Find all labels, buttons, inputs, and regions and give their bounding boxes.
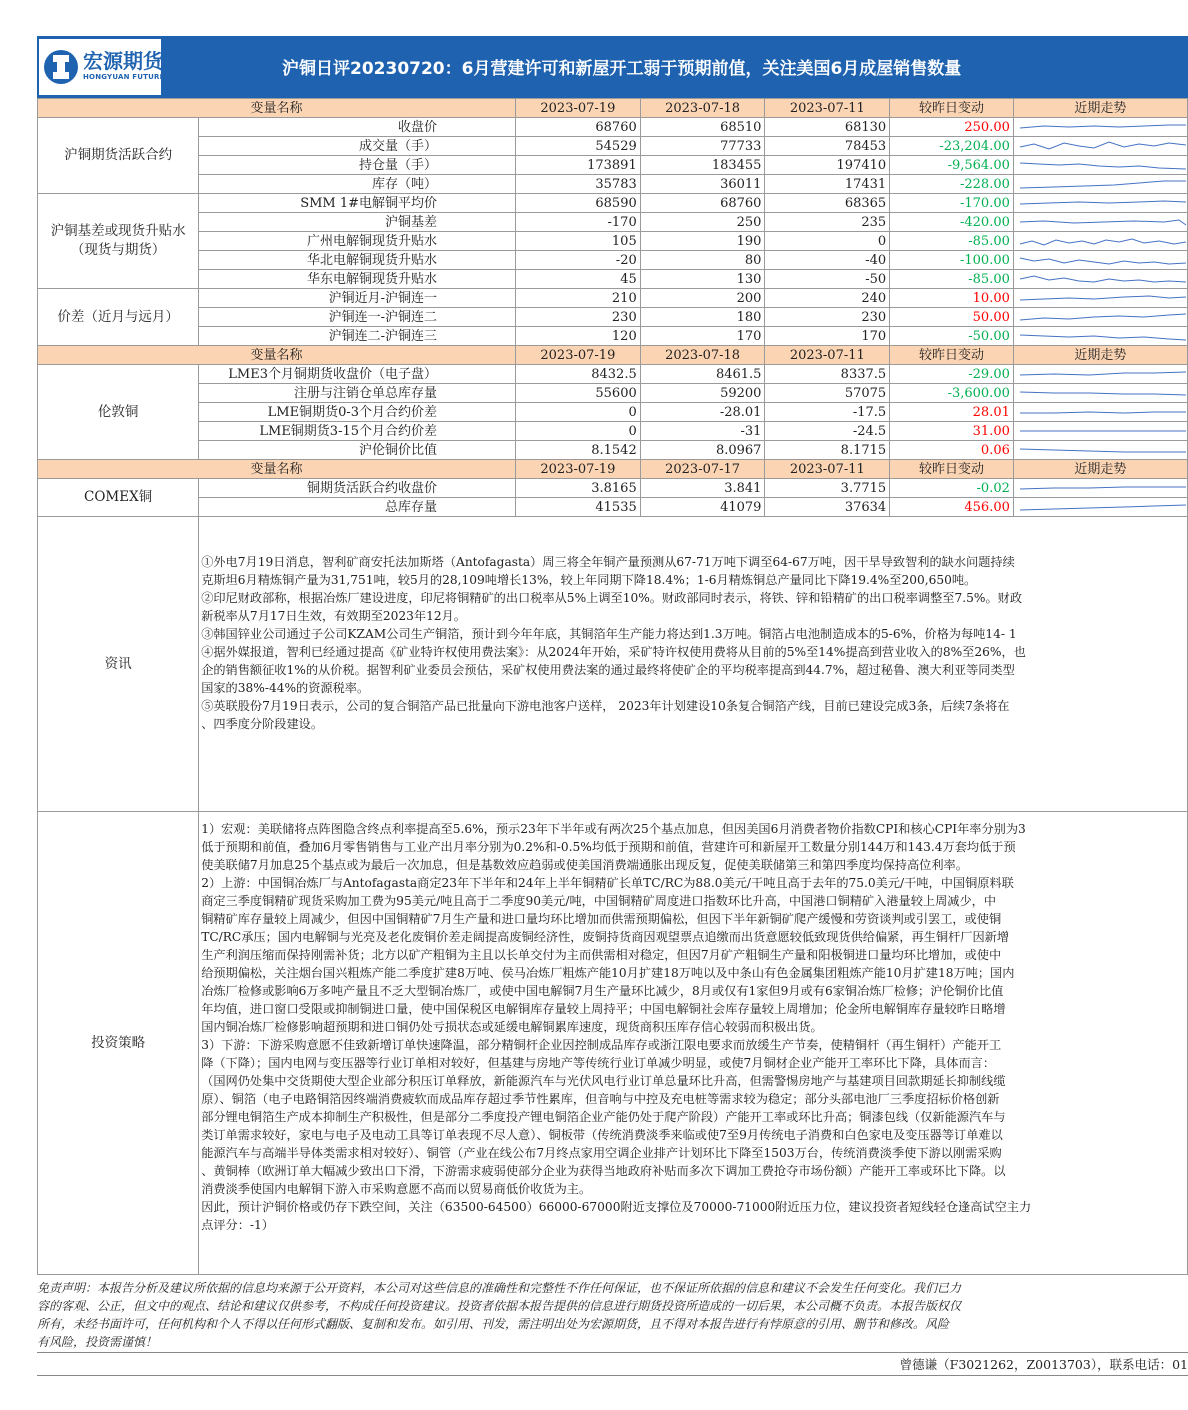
row-name: LME铜期货3-15个月合约价差 bbox=[199, 422, 516, 441]
value-d2: 80 bbox=[640, 251, 765, 270]
value-d2: 183455 bbox=[640, 156, 765, 175]
value-d3: -17.5 bbox=[765, 403, 890, 422]
strategy-line: 点评分：-1） bbox=[201, 1218, 274, 1232]
value-d3: 3.7715 bbox=[765, 479, 890, 498]
news-row bbox=[38, 517, 1188, 812]
value-d2: 200 bbox=[640, 289, 765, 308]
value-d2: 68510 bbox=[640, 118, 765, 137]
change-value: -420.00 bbox=[890, 213, 1014, 232]
header-trend: 近期走势 bbox=[1013, 99, 1187, 118]
change-value: 31.00 bbox=[890, 422, 1014, 441]
disclaimer-line: 容的客观、公正，但文中的观点、结论和建议仅供参考，不构成任何投资建议。投资者依据本报告提供的信息进行期货投资所造成的一切后果，本公司概不负责。本报告版权仅 bbox=[37, 1299, 962, 1313]
value-d3: 240 bbox=[765, 289, 890, 308]
strategy-line: 因此，预计沪铜价格或仍存下跌空间，关注（63500-64500）66000-67000附近支撑位及70000-71000附近压力位，建议投资者短线轻仓逢高试空主力 bbox=[201, 1200, 1032, 1214]
strategy-line: 生产利润压缩而保持刚需补货；北方以矿产粗铜为主且以长单交付为主而供需相对稳定，但因7月矿产粗铜生产量和阳极铜进口量均环比增加，或使中 bbox=[201, 948, 1002, 962]
change-value: -0.02 bbox=[890, 479, 1014, 498]
news-line: ⑤英联股份7月19日表示，公司的复合铜箔产品已批量向下游电池客户送样， 2023年计划建设10条复合铜箔产线，目前已建设完成3条，后续7条将在 bbox=[201, 699, 1010, 713]
change-value: -170.00 bbox=[890, 194, 1014, 213]
value-d1: -170 bbox=[516, 213, 641, 232]
trend-sparkline bbox=[1013, 384, 1187, 403]
change-value: 28.01 bbox=[890, 403, 1014, 422]
row-name: SMM 1#电解铜平均价 bbox=[199, 194, 516, 213]
strategy-label: 投资策略 bbox=[38, 812, 199, 1275]
trend-sparkline bbox=[1013, 251, 1187, 270]
strategy-row bbox=[38, 812, 1188, 1275]
row-name: 沪铜近月-沪铜连一 bbox=[199, 289, 516, 308]
trend-sparkline bbox=[1013, 289, 1187, 308]
value-d3: 68130 bbox=[765, 118, 890, 137]
strategy-line: 给预期偏松，关注烟台国兴粗炼产能二季度扩建8万吨、侯马冶炼厂粗炼产能10月扩建18万吨以及中条山有色金属集团粗炼产能10月扩建18万吨；国内 bbox=[201, 966, 1015, 980]
trend-sparkline bbox=[1013, 232, 1187, 251]
table1-header-row bbox=[38, 99, 1188, 118]
value-d3: -40 bbox=[765, 251, 890, 270]
value-d1: 68590 bbox=[516, 194, 641, 213]
strategy-line: 商定三季度铜精矿现货采购加工费为95美元/吨且高于二季度90美元/吨，中国铜精矿周度进口指数环比升高，中国港口铜精矿入港量较上周减少，中 bbox=[201, 894, 997, 908]
header-date-3: 2023-07-11 bbox=[765, 99, 890, 118]
table-row bbox=[38, 232, 1188, 251]
value-d3: 230 bbox=[765, 308, 890, 327]
news-label: 资讯 bbox=[38, 517, 199, 812]
disclaimer-line: 所有，未经书面许可，任何机构和个人不得以任何形式翻版、复制和发布。如引用、刊发，需注明出处为宏源期货，且不得对本报告进行有悖原意的引用、删节和修改。风险 bbox=[37, 1317, 950, 1331]
value-d2: 170 bbox=[640, 327, 765, 346]
strategy-line: 低于预期和前值，叠加6月零售销售与工业产出月率分别为0.2%和-0.5%均低于预期和前值，营建许可和新屋开工数量分别144万和143.4万套均低于预 bbox=[201, 840, 1016, 854]
footer bbox=[37, 1352, 1188, 1376]
row-name: 沪铜连一-沪铜连二 bbox=[199, 308, 516, 327]
market-data-table bbox=[37, 98, 1188, 1275]
change-value: -3,600.00 bbox=[890, 384, 1014, 403]
value-d3: 78453 bbox=[765, 137, 890, 156]
value-d3: 8.1715 bbox=[765, 441, 890, 460]
value-d3: 37634 bbox=[765, 498, 890, 517]
trend-sparkline bbox=[1013, 403, 1187, 422]
strategy-line: TC/RC承压；国内电解铜与光亮及老化废铜价差走阔提高废铜经济性，废铜持货商因观望票点追缴而出货意愿较低致现货供给偏紧，再生铜杆厂因新增 bbox=[201, 930, 1010, 944]
table-row bbox=[38, 479, 1188, 498]
header-date-2: 2023-07-18 bbox=[640, 99, 765, 118]
group-label-comex: COMEX铜 bbox=[38, 479, 199, 517]
header-variable-name: 变量名称 bbox=[38, 346, 516, 365]
table-row bbox=[38, 213, 1188, 232]
strategy-line: 消费淡季使国内电解铜下游入市采购意愿不高而以贸易商低价收货为主。 bbox=[201, 1182, 592, 1196]
header-date-2: 2023-07-18 bbox=[640, 346, 765, 365]
strategy-line: 年均值，进口窗口受限或抑制铜进口量，使中国保税区电解铜库存量较上周持平；中国电解铜社会库存量较上周增加；伦金所电解铜库存量较昨日略增 bbox=[201, 1002, 1006, 1016]
logo-english-name: HONGYUAN FUTURES bbox=[83, 73, 170, 81]
header-date-3: 2023-07-11 bbox=[765, 460, 890, 479]
logo bbox=[39, 39, 170, 95]
table-row bbox=[38, 194, 1188, 213]
news-line: ①外电7月19日消息，智利矿商安托法加斯塔（Antofagasta）周三将全年铜产量预测从67-71万吨下调至64-67万吨，因干旱导致智利的缺水问题持续 bbox=[201, 555, 1015, 569]
value-d2: -28.01 bbox=[640, 403, 765, 422]
value-d3: 197410 bbox=[765, 156, 890, 175]
change-value: -29.00 bbox=[890, 365, 1014, 384]
header-date-2: 2023-07-17 bbox=[640, 460, 765, 479]
row-name: 库存（吨） bbox=[199, 175, 516, 194]
header-date-1: 2023-07-19 bbox=[516, 99, 641, 118]
value-d3: 57075 bbox=[765, 384, 890, 403]
header-date-1: 2023-07-19 bbox=[516, 460, 641, 479]
table-row bbox=[38, 498, 1188, 517]
value-d1: 210 bbox=[516, 289, 641, 308]
trend-sparkline bbox=[1013, 175, 1187, 194]
value-d2: 59200 bbox=[640, 384, 765, 403]
analyst-contact: 曾德谦（F3021262，Z0013703），联系电话：01 bbox=[899, 1357, 1188, 1372]
value-d3: 68365 bbox=[765, 194, 890, 213]
value-d2: 77733 bbox=[640, 137, 765, 156]
trend-sparkline bbox=[1013, 441, 1187, 460]
value-d1: 45 bbox=[516, 270, 641, 289]
value-d3: -24.5 bbox=[765, 422, 890, 441]
value-d2: 68760 bbox=[640, 194, 765, 213]
strategy-line: 能源汽车与高端半导体类需求相对较好）、铜管（产业在线公布7月终点家用空调企业排产计划环比下降至1503万台，传统消费淡季使下游以刚需采购 bbox=[201, 1146, 1002, 1160]
value-d1: 3.8165 bbox=[516, 479, 641, 498]
row-name: 注册与注销仓单总库存量 bbox=[199, 384, 516, 403]
news-line: ②印尼财政部称，根据冶炼厂建设进度，印尼将铜精矿的出口税率从5%上调至10%。财政部同时表示，将铁、锌和铅精矿的出口税率调整至7.5%。财政 bbox=[201, 591, 1023, 605]
value-d2: 8461.5 bbox=[640, 365, 765, 384]
header-change: 较昨日变动 bbox=[890, 346, 1014, 365]
header-date-1: 2023-07-19 bbox=[516, 346, 641, 365]
trend-sparkline bbox=[1013, 422, 1187, 441]
change-value: 456.00 bbox=[890, 498, 1014, 517]
value-d1: 0 bbox=[516, 422, 641, 441]
news-line: ④据外媒报道，智利已经通过提高《矿业特许权使用费法案》：从2024年开始，采矿特许权使用费将从目前的5%至14%提高到营业收入的8%至26%，也 bbox=[201, 645, 1026, 659]
table-row bbox=[38, 365, 1188, 384]
report-banner bbox=[37, 36, 1188, 98]
trend-sparkline bbox=[1013, 213, 1187, 232]
change-value: 0.06 bbox=[890, 441, 1014, 460]
value-d1: 35783 bbox=[516, 175, 641, 194]
report-container bbox=[37, 36, 1188, 1351]
header-trend: 近期走势 bbox=[1013, 346, 1187, 365]
value-d1: 173891 bbox=[516, 156, 641, 175]
strategy-line: 冶炼厂检修或影响6万多吨产量且不乏大型铜冶炼厂，或使中国电解铜7月生产量环比减少，8月或仅有1家但9月或有6家铜冶炼厂检修；沪伦铜价比值 bbox=[201, 984, 1004, 998]
change-value: -228.00 bbox=[890, 175, 1014, 194]
row-name: 总库存量 bbox=[199, 498, 516, 517]
trend-sparkline bbox=[1013, 194, 1187, 213]
strategy-line: 3）下游：下游采购意愿不佳致新增订单快速降温，部分精铜杆企业因控制成品库存或浙江限电要求而放缓生产节奏，使精铜杆（再生铜杆）产能开工 bbox=[201, 1038, 1002, 1052]
value-d1: -20 bbox=[516, 251, 641, 270]
group-label-shfe-active: 沪铜期货活跃合约 bbox=[38, 118, 199, 194]
row-name: LME3个月铜期货收盘价（电子盘） bbox=[199, 365, 516, 384]
table-row bbox=[38, 175, 1188, 194]
value-d1: 55600 bbox=[516, 384, 641, 403]
strategy-line: 部分锂电铜箔生产成本抑制生产积极性，但是部分二季度投产锂电铜箔企业产能仍处于爬产阶段）产能开工率或环比升高；铜漆包线（仅新能源汽车与 bbox=[201, 1110, 1006, 1124]
table-row bbox=[38, 270, 1188, 289]
news-line: 企的销售额征收1%的从价税。据智利矿业委员会预估，采矿权使用费法案的通过最终将使矿企的平均税率提高到44.7%，超过秘鲁、澳大利亚等同类型 bbox=[201, 663, 1015, 677]
strategy-line: 2）上游：中国铜冶炼厂与Antofagasta商定23年下半年和24年上半年铜精矿长单TC/RC为88.0美元/干吨且高于去年的75.0美元/干吨，中国铜原料联 bbox=[201, 876, 1014, 890]
value-d3: 0 bbox=[765, 232, 890, 251]
trend-sparkline bbox=[1013, 270, 1187, 289]
table-row bbox=[38, 137, 1188, 156]
value-d3: 170 bbox=[765, 327, 890, 346]
trend-sparkline bbox=[1013, 365, 1187, 384]
strategy-line: （国网仍处集中交货期使大型企业部分积压订单释放，新能源汽车与光伏风电行业订单总量环比升高，但需警惕房地产与基建项目回款期延长抑制线缆 bbox=[201, 1074, 1006, 1088]
trend-sparkline bbox=[1013, 498, 1187, 517]
strategy-line: 使美联储7月加息25个基点或为最后一次加息，但是基数效应趋弱或使美国消费端通胀出现反复，促使美联储第三和第四季度均保持高位利率。 bbox=[201, 858, 968, 872]
value-d1: 68760 bbox=[516, 118, 641, 137]
group-label-spread: 价差（近月与远月） bbox=[38, 289, 199, 346]
row-name: 成交量（手） bbox=[199, 137, 516, 156]
table-row bbox=[38, 289, 1188, 308]
value-d2: 180 bbox=[640, 308, 765, 327]
value-d3: 17431 bbox=[765, 175, 890, 194]
hongyuan-logo-icon bbox=[43, 45, 79, 89]
report-title: 沪铜日评20230720：6月营建许可和新屋开工弱于预期前值，关注美国6月成屋销售数量 bbox=[282, 59, 962, 79]
news-line: 新税率从7月17日生效，有效期至2023年12月。 bbox=[201, 609, 466, 623]
strategy-line: 降（下降）；国内电网与变压器等行业订单相对较好，但基建与房地产等传统行业订单减少明显，或使7月铜材企业产能开工率环比下降，具体而言： bbox=[201, 1056, 996, 1070]
table2-header-row bbox=[38, 346, 1188, 365]
value-d2: 41079 bbox=[640, 498, 765, 517]
trend-sparkline bbox=[1013, 479, 1187, 498]
table-row bbox=[38, 118, 1188, 137]
change-value: -9,564.00 bbox=[890, 156, 1014, 175]
strategy-line: 类订单需求较好，家电与电子及电动工具等订单表现不尽人意）、铜板带（传统消费淡季来临或使7至9月传统电子消费和白色家电及变压器等订单难以 bbox=[201, 1128, 1003, 1142]
table-row bbox=[38, 327, 1188, 346]
news-line: ③韩国锌业公司通过子公司KZAM公司生产铜箔，预计到今年年底，其铜箔年生产能力将达到1.3万吨。铜箔占电池制造成本的5-6%，价格为每吨14- 1 bbox=[201, 627, 1017, 641]
value-d1: 41535 bbox=[516, 498, 641, 517]
value-d1: 8.1542 bbox=[516, 441, 641, 460]
value-d2: 3.841 bbox=[640, 479, 765, 498]
table-row bbox=[38, 384, 1188, 403]
value-d2: 130 bbox=[640, 270, 765, 289]
row-name: 华东电解铜现货升贴水 bbox=[199, 270, 516, 289]
group-label-basis: 沪铜基差或现货升贴水（现货与期货） bbox=[38, 194, 199, 289]
change-value: -85.00 bbox=[890, 232, 1014, 251]
value-d1: 105 bbox=[516, 232, 641, 251]
row-name: LME铜期货0-3个月合约价差 bbox=[199, 403, 516, 422]
table-row bbox=[38, 403, 1188, 422]
row-name: 沪铜连二-沪铜连三 bbox=[199, 327, 516, 346]
value-d2: 36011 bbox=[640, 175, 765, 194]
trend-sparkline bbox=[1013, 327, 1187, 346]
change-value: -100.00 bbox=[890, 251, 1014, 270]
trend-sparkline bbox=[1013, 308, 1187, 327]
value-d3: 235 bbox=[765, 213, 890, 232]
strategy-line: 国内铜冶炼厂检修影响超预期和进口铜仍处亏损状态或延缓电解铜累库速度，现货商积压库存信心较弱而积极出货。 bbox=[201, 1020, 823, 1034]
trend-sparkline bbox=[1013, 118, 1187, 137]
table-row bbox=[38, 422, 1188, 441]
table-row bbox=[38, 251, 1188, 270]
table3-header-row bbox=[38, 460, 1188, 479]
header-change: 较昨日变动 bbox=[890, 460, 1014, 479]
value-d1: 0 bbox=[516, 403, 641, 422]
news-content bbox=[199, 517, 1188, 812]
strategy-content bbox=[199, 812, 1188, 1275]
trend-sparkline bbox=[1013, 156, 1187, 175]
value-d2: 190 bbox=[640, 232, 765, 251]
value-d1: 8432.5 bbox=[516, 365, 641, 384]
row-name: 沪铜基差 bbox=[199, 213, 516, 232]
strategy-line: 铜精矿库存量较上周减少，但因中国铜精矿7月生产量和进口量均环比增加而供需预期偏松，但因下半年新铜矿爬产缓慢和劳资谈判或引罢工，或使铜 bbox=[201, 912, 1002, 926]
row-name: 收盘价 bbox=[199, 118, 516, 137]
row-name: 广州电解铜现货升贴水 bbox=[199, 232, 516, 251]
news-line: 国家的38%-44%的资源税率。 bbox=[201, 681, 370, 695]
header-variable-name: 变量名称 bbox=[38, 99, 516, 118]
change-value: 50.00 bbox=[890, 308, 1014, 327]
disclaimer-line: 免责声明：本报告分析及建议所依据的信息均来源于公开资料，本公司对这些信息的准确性和完整性不作任何保证，也不保证所依据的信息和建议不会发生任何变化。我们已力 bbox=[37, 1281, 962, 1295]
group-label-lme: 伦敦铜 bbox=[38, 365, 199, 460]
row-name: 铜期货活跃合约收盘价 bbox=[199, 479, 516, 498]
header-trend: 近期走势 bbox=[1013, 460, 1187, 479]
value-d2: -31 bbox=[640, 422, 765, 441]
value-d1: 230 bbox=[516, 308, 641, 327]
value-d2: 8.0967 bbox=[640, 441, 765, 460]
news-line: 、四季度分阶段建设。 bbox=[201, 717, 324, 731]
trend-sparkline bbox=[1013, 137, 1187, 156]
logo-chinese-name: 宏源期货 bbox=[83, 49, 163, 73]
row-name: 持仓量（手） bbox=[199, 156, 516, 175]
table-row bbox=[38, 308, 1188, 327]
change-value: -23,204.00 bbox=[890, 137, 1014, 156]
strategy-line: 原）、铜箔（电子电路铜箔因终端消费疲软而成品库存超过季节性累库，但音响与中控及充电桩等需求较为稳定；部分头部电池厂三季度招标价格创新 bbox=[201, 1092, 1000, 1106]
value-d3: 8337.5 bbox=[765, 365, 890, 384]
change-value: 10.00 bbox=[890, 289, 1014, 308]
header-change: 较昨日变动 bbox=[890, 99, 1014, 118]
value-d2: 250 bbox=[640, 213, 765, 232]
row-name: 沪伦铜价比值 bbox=[199, 441, 516, 460]
value-d1: 54529 bbox=[516, 137, 641, 156]
strategy-line: 1）宏观：美联储将点阵图隐含终点利率提高至5.6%，预示23年下半年或有两次25个基点加息，但因美国6月消费者物价指数CPI和核心CPI年率分别为3 bbox=[201, 822, 1026, 836]
value-d3: -50 bbox=[765, 270, 890, 289]
disclaimer bbox=[37, 1275, 1188, 1351]
disclaimer-line: 有风险，投资需谨慎！ bbox=[37, 1335, 158, 1349]
strategy-line: 、黄铜棒（欧洲订单大幅减少致出口下滑，下游需求疲弱使部分企业为获得当地政府补贴而多次下调加工费抢夺市场份额）产能开工率或环比下降。以 bbox=[201, 1164, 1006, 1178]
change-value: -85.00 bbox=[890, 270, 1014, 289]
header-date-3: 2023-07-11 bbox=[765, 346, 890, 365]
table-row bbox=[38, 156, 1188, 175]
header-variable-name: 变量名称 bbox=[38, 460, 516, 479]
news-line: 克斯坦6月精炼铜产量为31,751吨，较5月的28,109吨增长13%，较上年同期下降18.4%；1-6月精炼铜总产量同比下降19.4%至200,650吨。 bbox=[201, 573, 977, 587]
table-row bbox=[38, 441, 1188, 460]
change-value: -50.00 bbox=[890, 327, 1014, 346]
change-value: 250.00 bbox=[890, 118, 1014, 137]
row-name: 华北电解铜现货升贴水 bbox=[199, 251, 516, 270]
value-d1: 120 bbox=[516, 327, 641, 346]
